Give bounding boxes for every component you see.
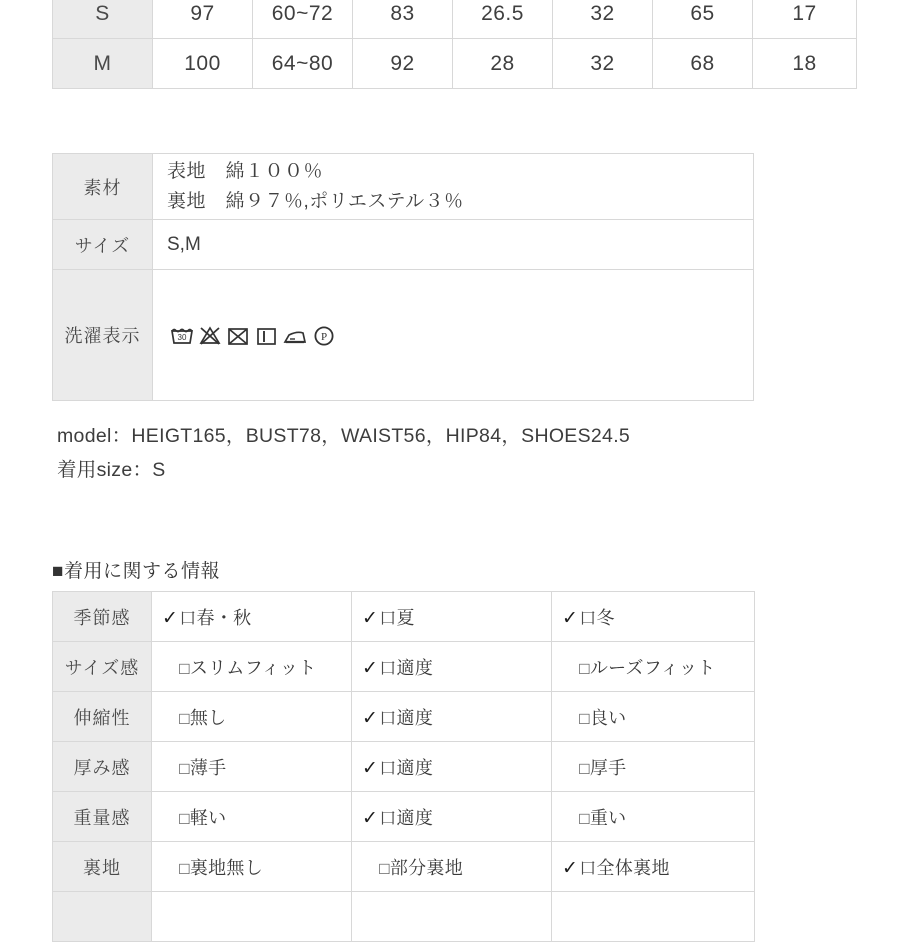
- wearing-info-table: [52, 591, 755, 942]
- iron-icon: [281, 323, 309, 347]
- wearing-option-label: 適度: [396, 707, 434, 728]
- checkbox-icon[interactable]: □: [179, 658, 190, 678]
- size-cell: 83: [353, 0, 453, 39]
- table-row: [53, 592, 755, 642]
- wearing-row-label: サイズ感: [53, 642, 152, 692]
- size-cell: 28: [453, 39, 553, 89]
- checkmark-icon: ✓: [562, 607, 579, 629]
- wearing-option-cell[interactable]: [352, 742, 552, 792]
- size-row-label: S: [53, 0, 153, 39]
- wearing-option-label: 裏地無し: [189, 857, 264, 878]
- size-cell: 100: [153, 39, 253, 89]
- wearing-option-label: 軽い: [189, 807, 227, 828]
- material-lining-fabric: 裏地 綿９７％,ポリエステル３％: [167, 190, 464, 212]
- checkbox-icon[interactable]: 口: [379, 758, 397, 778]
- wearing-option-cell[interactable]: [552, 892, 755, 942]
- checkbox-icon[interactable]: 口: [379, 708, 397, 728]
- material-care-table: [52, 153, 754, 401]
- model-info-block: [57, 420, 630, 487]
- wearing-option-cell[interactable]: [152, 892, 352, 942]
- material-outer-fabric: 表地 綿１００％: [167, 161, 324, 183]
- wearing-row-label: 重量感: [53, 792, 152, 842]
- table-row: [53, 792, 755, 842]
- size-value: S,M: [153, 220, 754, 270]
- care-symbol-group: [167, 323, 753, 347]
- wearing-option-cell[interactable]: [552, 742, 755, 792]
- material-label: 素材: [53, 154, 153, 220]
- wearing-option-cell[interactable]: [152, 742, 352, 792]
- table-row: [53, 842, 755, 892]
- size-measurement-table: [52, 0, 857, 89]
- wearing-option-cell[interactable]: [352, 892, 552, 942]
- checkmark-icon: ✓: [362, 657, 379, 679]
- wearing-option-cell[interactable]: [352, 792, 552, 842]
- table-row: [53, 742, 755, 792]
- wearing-option-cell[interactable]: [152, 692, 352, 742]
- wearing-option-cell[interactable]: [152, 592, 352, 642]
- svg-text:P: P: [320, 331, 328, 343]
- checkbox-icon[interactable]: 口: [179, 608, 197, 628]
- wearing-option-label: 良い: [589, 707, 627, 728]
- material-value: [153, 154, 754, 220]
- wearing-option-cell[interactable]: [352, 642, 552, 692]
- checkmark-icon: ✓: [362, 757, 379, 779]
- checkbox-icon[interactable]: □: [579, 808, 590, 828]
- checkmark-icon: ✓: [362, 807, 379, 829]
- wearing-option-cell[interactable]: [552, 692, 755, 742]
- checkbox-icon[interactable]: □: [179, 808, 190, 828]
- wearing-option-label: 適度: [396, 757, 434, 778]
- size-cell: 68: [653, 39, 753, 89]
- line-dry-icon: [253, 323, 279, 347]
- checkmark-icon: ✓: [562, 857, 579, 879]
- size-cell: 97: [153, 0, 253, 39]
- wearing-option-label: 適度: [396, 807, 434, 828]
- model-worn-size: 着用size：S: [57, 458, 166, 481]
- size-cell: 32: [553, 0, 653, 39]
- checkbox-icon[interactable]: 口: [579, 608, 597, 628]
- wearing-option-label: 重い: [589, 807, 627, 828]
- table-row: [53, 220, 754, 270]
- wash-tub-30-icon: [169, 323, 195, 347]
- wearing-option-label: 春・秋: [196, 607, 252, 628]
- checkbox-icon[interactable]: □: [179, 758, 190, 778]
- wearing-option-label: 全体裏地: [596, 857, 670, 878]
- size-row-label: M: [53, 39, 153, 89]
- wearing-option-cell[interactable]: [152, 792, 352, 842]
- model-measurements: model：HEIGT165，BUST78，WAIST56，HIP84，SHOES24.5: [57, 425, 631, 447]
- checkmark-icon: ✓: [362, 607, 379, 629]
- wearing-option-label: ルーズフィット: [589, 657, 716, 678]
- wearing-info-heading: ■着用に関する情報: [52, 561, 220, 582]
- wearing-option-cell[interactable]: [152, 842, 352, 892]
- wearing-row-label: 伸縮性: [53, 692, 152, 742]
- wearing-option-label: スリムフィット: [189, 657, 317, 678]
- wearing-row-label: 裏地: [53, 842, 152, 892]
- checkbox-icon[interactable]: □: [579, 708, 590, 728]
- care-label: 洗濯表示: [53, 270, 153, 401]
- wearing-option-label: 無し: [189, 707, 227, 728]
- wearing-option-label: 冬: [596, 607, 615, 628]
- checkbox-icon[interactable]: 口: [579, 858, 597, 878]
- checkbox-icon[interactable]: 口: [379, 808, 397, 828]
- wearing-row-label: [53, 892, 152, 942]
- checkbox-icon[interactable]: 口: [379, 608, 397, 628]
- checkbox-icon[interactable]: □: [379, 858, 390, 878]
- size-cell: 60~72: [253, 0, 353, 39]
- wearing-option-cell[interactable]: [152, 642, 352, 692]
- table-row: [53, 270, 754, 401]
- dryclean-p-icon: [311, 323, 337, 347]
- checkbox-icon[interactable]: □: [179, 708, 190, 728]
- wearing-option-cell[interactable]: [352, 592, 552, 642]
- checkmark-icon: ✓: [162, 607, 179, 629]
- wearing-option-label: 薄手: [189, 757, 227, 778]
- table-row: [53, 892, 755, 942]
- size-label: サイズ: [53, 220, 153, 270]
- wearing-option-cell[interactable]: [552, 592, 755, 642]
- wearing-option-cell[interactable]: [552, 842, 755, 892]
- wearing-option-label: 厚手: [589, 757, 627, 778]
- wearing-option-label: 夏: [396, 607, 415, 628]
- size-cell: 65: [653, 0, 753, 39]
- wearing-option-cell[interactable]: [352, 842, 552, 892]
- size-cell: 18: [753, 39, 857, 89]
- size-cell: 92: [353, 39, 453, 89]
- checkbox-icon[interactable]: □: [579, 658, 590, 678]
- checkbox-icon[interactable]: 口: [379, 658, 397, 678]
- wearing-option-cell[interactable]: [552, 642, 755, 692]
- table-row: [53, 0, 857, 39]
- table-row: [53, 642, 755, 692]
- table-row: [53, 154, 754, 220]
- no-tumble-dry-icon: [225, 323, 251, 347]
- checkmark-icon: ✓: [362, 707, 379, 729]
- care-symbols-value: [153, 270, 754, 401]
- table-row: [53, 692, 755, 742]
- wearing-row-label: 厚み感: [53, 742, 152, 792]
- size-cell: 17: [753, 0, 857, 39]
- table-row: [53, 39, 857, 89]
- wearing-row-label: 季節感: [53, 592, 152, 642]
- no-bleach-triangle-icon: [197, 323, 223, 347]
- wearing-option-label: 適度: [396, 657, 434, 678]
- checkbox-icon[interactable]: □: [179, 858, 190, 878]
- svg-text:30: 30: [177, 333, 187, 342]
- wearing-option-label: 部分裏地: [389, 857, 464, 878]
- checkbox-icon[interactable]: □: [579, 758, 590, 778]
- size-cell: 26.5: [453, 0, 553, 39]
- wearing-option-cell[interactable]: [552, 792, 755, 842]
- size-cell: 64~80: [253, 39, 353, 89]
- wearing-option-cell[interactable]: [352, 692, 552, 742]
- size-cell: 32: [553, 39, 653, 89]
